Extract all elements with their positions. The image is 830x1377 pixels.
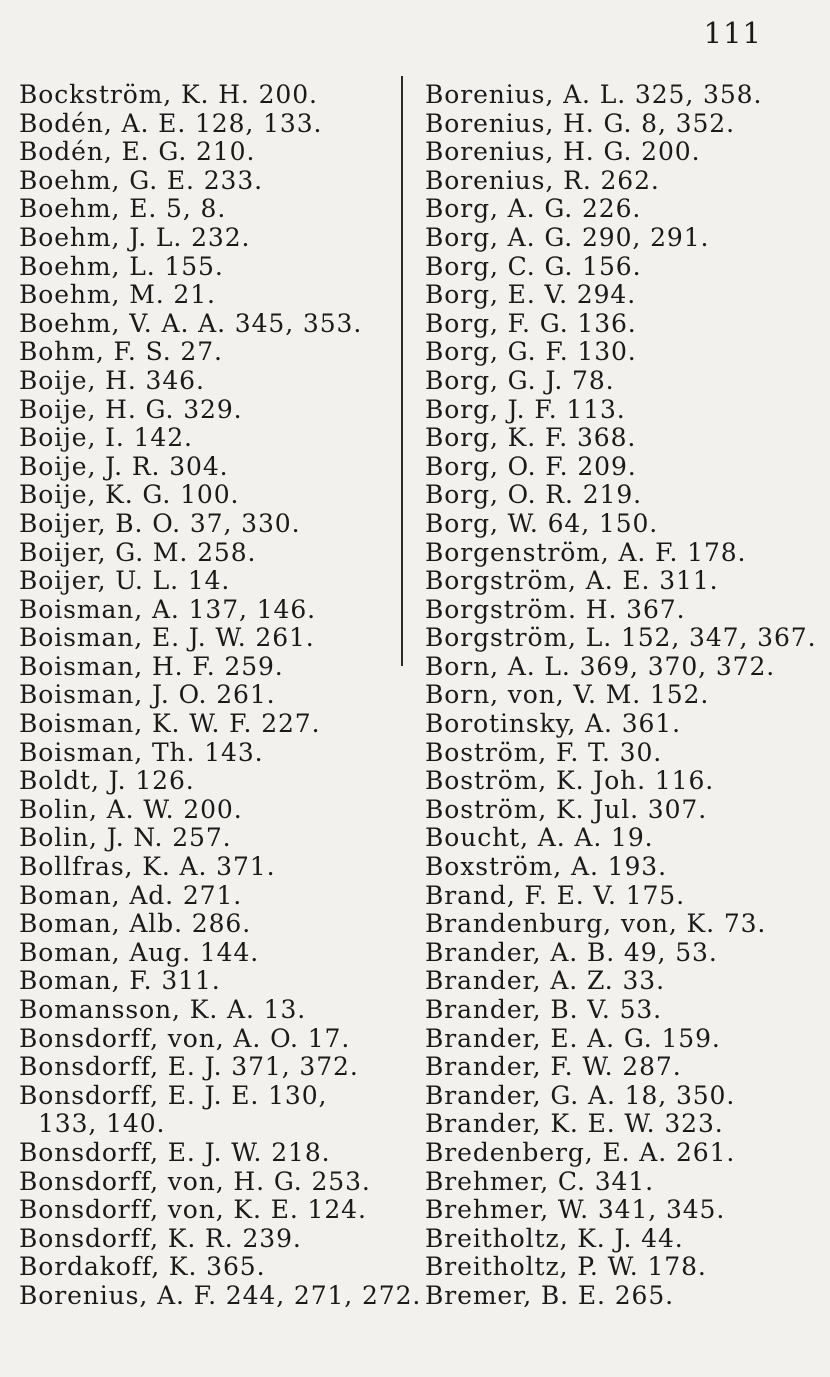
index-entry: Borenius, A. F. 244, 271, 272. bbox=[19, 1280, 422, 1310]
index-entry: Borgström, A. E. 311. bbox=[425, 566, 719, 596]
index-entry: Bomansson, K. A. 13. bbox=[19, 995, 307, 1024]
index-entry: Bredenberg, E. A. 261. bbox=[425, 1137, 736, 1167]
index-entry: Borgenström, A. F. 178. bbox=[425, 537, 747, 567]
index-entry: Boucht, A. A. 19. bbox=[425, 823, 654, 853]
index-entry: Borgström, L. 152, 347, 367. bbox=[425, 623, 817, 653]
index-entry: Breitholtz, K. J. 44. bbox=[425, 1223, 684, 1253]
index-entry: Bremer, B. E. 265. bbox=[425, 1280, 674, 1310]
index-entry: Boehm, L. 155. bbox=[19, 251, 224, 281]
index-entry: Boehm, G. E. 233. bbox=[19, 165, 263, 195]
index-entry: Borg, G. J. 78. bbox=[425, 365, 615, 395]
index-entry: Bonsdorff, von, H. G. 253. bbox=[19, 1166, 371, 1196]
index-entry: Boisman, Th. 143. bbox=[19, 737, 264, 767]
index-entry: Boldt, J. 126. bbox=[19, 766, 195, 796]
index-entry: Boisman, E. J. W. 261. bbox=[19, 623, 315, 653]
index-entry: Brander, A. Z. 33. bbox=[425, 966, 665, 996]
index-entry: Borg, C. G. 156. bbox=[425, 251, 642, 281]
page-number: 111 bbox=[703, 16, 762, 50]
index-entry: Boström, K. Joh. 116. bbox=[425, 766, 715, 796]
index-entry: Boman, Ad. 271. bbox=[19, 880, 243, 910]
index-entry: Bolin, J. N. 257. bbox=[19, 823, 232, 853]
index-entry: Boehm, E. 5, 8. bbox=[19, 194, 227, 224]
index-entry: Borg, O. R. 219. bbox=[425, 480, 642, 510]
index-entry: Brand, F. E. V. 175. bbox=[425, 880, 685, 910]
index-entry: Borg, G. F. 130. bbox=[425, 337, 637, 367]
index-entry: Boije, K. G. 100. bbox=[19, 480, 240, 510]
index-entry: Boehm, V. A. A. 345, 353. bbox=[19, 308, 363, 338]
index-entry: Borg, O. F. 209. bbox=[425, 451, 637, 481]
index-entry: Borg, A. G. 226. bbox=[425, 194, 642, 224]
index-entry: Brander, B. V. 53. bbox=[425, 995, 663, 1024]
index-entry: Boijer, B. O. 37, 330. bbox=[19, 508, 301, 538]
index-entry: Brander, G. A. 18, 350. bbox=[425, 1080, 736, 1110]
index-entry: Boström, K. Jul. 307. bbox=[425, 794, 708, 824]
index-entry: Boisman, A. 137, 146. bbox=[19, 594, 316, 624]
index-entry: Boxström, A. 193. bbox=[425, 852, 667, 882]
index-entry: Borgström. H. 367. bbox=[425, 594, 686, 624]
index-entry: Boisman, J. O. 261. bbox=[19, 680, 276, 710]
index-entry: Boisman, H. F. 259. bbox=[19, 651, 284, 681]
index-entry: Borg, J. F. 113. bbox=[425, 394, 626, 424]
index-entry: Brehmer, W. 341, 345. bbox=[425, 1195, 726, 1225]
index-entry: Bonsdorff, von, K. E. 124. bbox=[19, 1195, 367, 1225]
index-entry: Boisman, K. W. F. 227. bbox=[19, 709, 321, 739]
index-entry: Bonsdorff, E. J. 371, 372. bbox=[19, 1052, 359, 1082]
index-entry: Borg, A. G. 290, 291. bbox=[425, 222, 710, 252]
index-entry: Bonsdorff, K. R. 239. bbox=[19, 1223, 302, 1253]
column-divider bbox=[401, 76, 403, 666]
index-entry: Bockström, K. H. 200. bbox=[19, 80, 318, 109]
index-entry: Borg, W. 64, 150. bbox=[425, 508, 659, 538]
index-entry: Brander, F. W. 287. bbox=[425, 1052, 682, 1082]
index-entry: Borg, F. G. 136. bbox=[425, 308, 637, 338]
index-entry: Boman, F. 311. bbox=[19, 966, 221, 996]
index-entry: Bolin, A. W. 200. bbox=[19, 794, 243, 824]
index-entry: Borenius, H. G. 200. bbox=[425, 137, 701, 167]
index-entry: Boman, Aug. 144. bbox=[19, 937, 260, 967]
index-entry: Boström, F. T. 30. bbox=[425, 737, 663, 767]
index-entry: Boehm, J. L. 232. bbox=[19, 222, 251, 252]
index-entry: Boijer, G. M. 258. bbox=[19, 537, 257, 567]
index-entry: Boehm, M. 21. bbox=[19, 280, 216, 310]
index-entry: Bohm, F. S. 27. bbox=[19, 337, 223, 367]
index-entry: Borg, E. V. 294. bbox=[425, 280, 637, 310]
index-entry: Bonsdorff, von, A. O. 17. bbox=[19, 1023, 351, 1053]
index-entry: Borotinsky, A. 361. bbox=[425, 709, 681, 739]
index-entry: Boije, I. 142. bbox=[19, 423, 193, 453]
index-entry: Boije, H. G. 329. bbox=[19, 394, 243, 424]
index-entry: Breitholtz, P. W. 178. bbox=[425, 1252, 707, 1282]
index-entry: Brehmer, C. 341. bbox=[425, 1166, 655, 1196]
index-entry: Boije, J. R. 304. bbox=[19, 451, 229, 481]
index-entry: Bonsdorff, E. J. W. 218. bbox=[19, 1137, 331, 1167]
index-entry: Brander, K. E. W. 323. bbox=[425, 1109, 724, 1139]
index-entry: Bollfras, K. A. 371. bbox=[19, 852, 276, 882]
index-entry: Boman, Alb. 286. bbox=[19, 909, 252, 939]
index-column-right bbox=[425, 81, 825, 1311]
index-entry: Bodén, A. E. 128, 133. bbox=[19, 108, 323, 138]
index-entry: Born, A. L. 369, 370, 372. bbox=[425, 651, 776, 681]
index-entry: Borenius, H. G. 8, 352. bbox=[425, 108, 735, 138]
index-entry: Brandenburg, von, K. 73. bbox=[425, 909, 767, 939]
index-entry: Borenius, A. L. 325, 358. bbox=[425, 80, 763, 109]
index-entry: Bonsdorff, E. J. E. 130, 133, 140. bbox=[19, 1080, 328, 1139]
index-entry: Brander, E. A. G. 159. bbox=[425, 1023, 721, 1053]
index-entry: Borenius, R. 262. bbox=[425, 165, 660, 195]
index-column-left bbox=[19, 80, 422, 1311]
index-entry: Bodén, E. G. 210. bbox=[19, 137, 256, 167]
index-entry: Boijer, U. L. 14. bbox=[19, 566, 231, 596]
index-entry: Boije, H. 346. bbox=[19, 365, 205, 395]
index-entry: Born, von, V. M. 152. bbox=[425, 680, 710, 710]
index-entry: Borg, K. F. 368. bbox=[425, 423, 637, 453]
index-entry: Bordakoff, K. 365. bbox=[19, 1252, 266, 1282]
index-entry: Brander, A. B. 49, 53. bbox=[425, 937, 718, 967]
